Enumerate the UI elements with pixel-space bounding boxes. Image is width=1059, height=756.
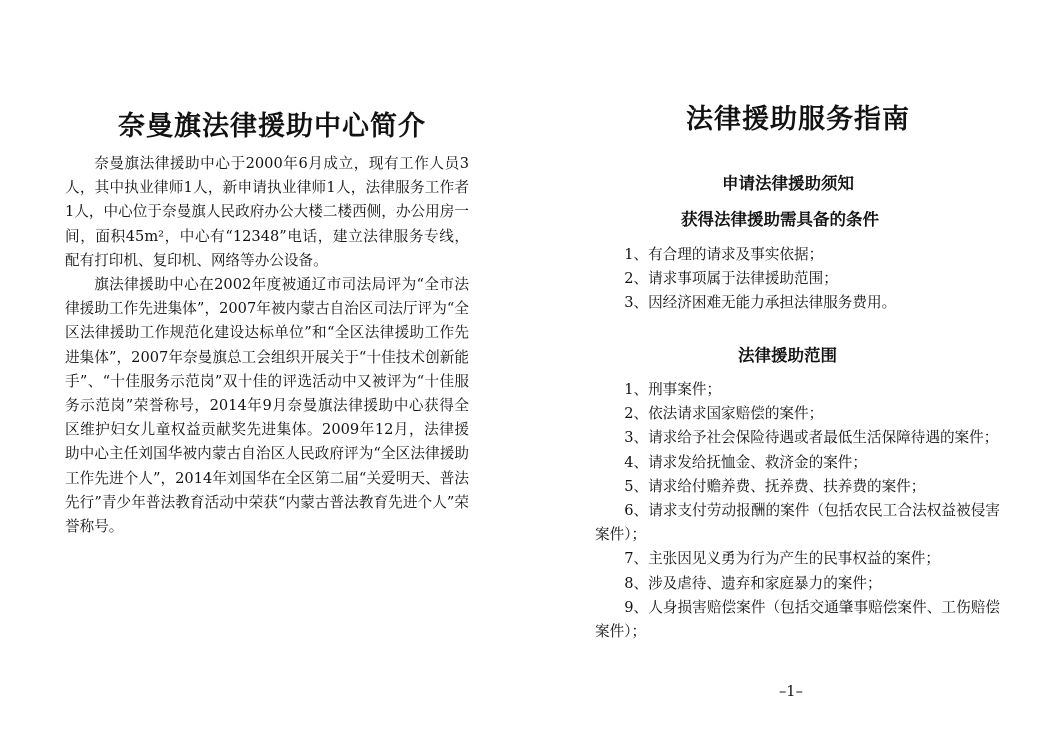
list-item: 8、涉及虐待、遗弃和家庭暴力的案件； <box>624 574 882 592</box>
list-item: 3、因经济困难无能力承担法律服务费用。 <box>624 294 897 312</box>
list-item: 2、依法请求国家赔偿的案件； <box>624 405 824 423</box>
conditions-list <box>595 243 1000 316</box>
list-item: 9、人身损害赔偿案件（包括交通肇事赔偿案件、工伤赔偿案件）； <box>595 598 1000 641</box>
scope-heading: 法律援助范围 <box>738 346 837 365</box>
list-item: 6、请求支付劳动报酬的案件（包括农民工合法权益被侵害案件）； <box>595 502 1000 544</box>
notice-heading: 申请法律援助须知 <box>722 174 854 193</box>
list-item: 5、请求给付赡养费、抚养费、扶养费的案件； <box>624 477 926 495</box>
scope-list <box>595 378 1000 644</box>
list-item: 1、有合理的请求及事实依据； <box>624 246 824 263</box>
right-page-title: 法律援助服务指南 <box>686 104 910 135</box>
left-page-title: 奈曼旗法律援助中心简介 <box>118 111 426 142</box>
list-item: 1、刑事案件； <box>624 381 722 398</box>
page-number: –1– <box>779 683 803 700</box>
list-item: 3、请求给予社会保险待遇或者最低生活保障待遇的案件； <box>624 429 999 447</box>
list-item: 2、请求事项属于法律援助范围； <box>624 270 838 288</box>
list-item: 7、主张因见义勇为行为产生的民事权益的案件； <box>624 550 940 568</box>
right-page <box>530 0 1059 756</box>
intro-body <box>65 152 469 539</box>
intro-paragraph-1: 奈曼旗法律援助中心于2000年6月成立，现有工作人员3人，其中执业律师1人，新申请执业律师1人，法律服务工作者1人，中心位于奈曼旗人民政府办公大楼二楼西侧，办公用房一间，面积45m²，中心有“12348”电话，建立法律服务专线，配有打印机、复印机、网络等办公设备。 <box>65 155 469 269</box>
intro-paragraph-2: 旗法律援助中心在2002年度被通辽市司法局评为“全市法律援助工作先进集体”，2007年被内蒙古自治区司法厅评为“全区法律援助工作规范化建设达标单位”和“全区法律援助工作先进集体”，2007年奈曼旗总工会组织开展关于“十佳技术创新能手”、“十佳服务示范岗”双十佳的评选活动中又被评为“十佳服务示范岗”荣誉称号，2014年9月奈曼旗法律援助中心获得全区维护妇女儿童权益贡献奖先进集体。2009年12月，法律援助中心主任刘国华被内蒙古自治区人民政府评为“全区法律援助工作先进个人”，2014年刘国华在全区第二届“关爱明天、普法先行”青少年普法教育活动中荣获“内蒙古普法教育先进个人”荣誉称号。 <box>65 276 469 536</box>
list-item: 4、请求发给抚恤金、救济金的案件； <box>624 453 867 471</box>
conditions-heading: 获得法律援助需具备的条件 <box>681 210 879 229</box>
